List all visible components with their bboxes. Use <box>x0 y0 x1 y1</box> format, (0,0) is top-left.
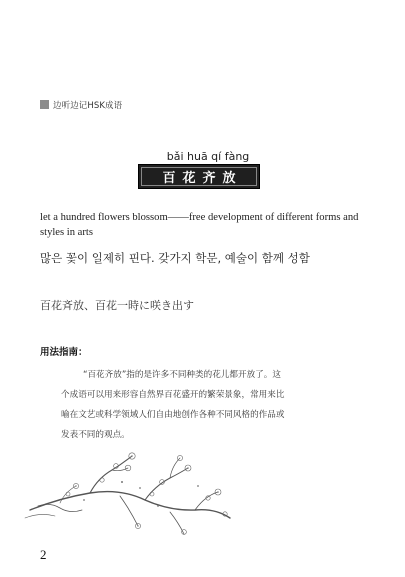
plum-blossom-branch-illustration <box>20 448 235 536</box>
japanese-translation: 百花斉放、百花一時に咲き出す <box>40 299 194 312</box>
usage-guide-title: 用法指南： <box>40 347 88 358</box>
korean-translation: 많은 꽃이 일제히 핀다. 갖가지 학문, 예술이 함께 성함 <box>40 251 310 265</box>
idiom-title-box <box>138 164 260 189</box>
page-number: 2 <box>40 547 47 562</box>
header-square-icon <box>40 100 49 109</box>
section-header <box>40 99 122 110</box>
usage-guide-body: “百花齐放”指的是许多不同种类的花儿都开放了。这个成语可以用来形容自然界百花盛开的繁荣景象，常用来比喻在文艺或科学领域人们自由地创作各种不同风格的作品或发表不同的观点。 <box>61 370 285 440</box>
english-translation: let a hundred flowers blossom——free development of different forms and styles in arts <box>40 212 359 238</box>
idiom-pinyin: bǎi huā qí fàng <box>166 150 250 163</box>
header-title: 边听边记HSK成语 <box>53 100 123 111</box>
idiom-characters: 百花齐放 <box>162 171 243 186</box>
